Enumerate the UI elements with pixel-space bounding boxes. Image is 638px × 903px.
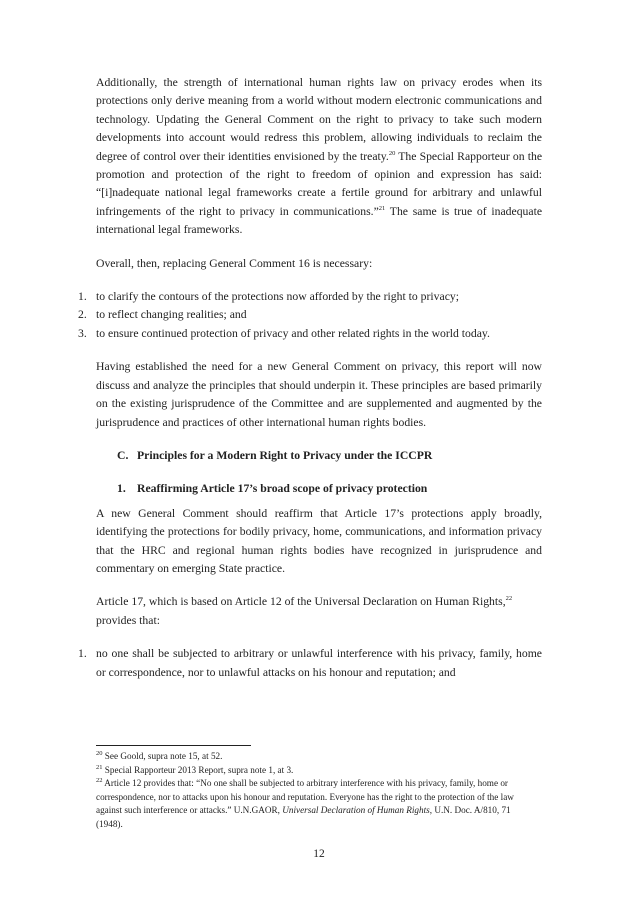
page-number: 12	[313, 848, 325, 860]
footnotes	[96, 750, 516, 832]
list-item: 3. to ensure continued protection of privacy and other related rights in the world today.	[78, 326, 490, 340]
list-item: 1. no one shall be subjected to arbitrary or unlawful interference with his privacy, family, home or correspondence, nor to unlawful attacks on his honour and reputation; and	[78, 647, 542, 679]
paragraph-4: A new General Comment should reaffirm that Article 17’s protections apply broadly, identifying the protections for bodily privacy, home, communications, and information privacy that the HRC and regional human rights bodies have recognized in jurisprudence and commentary on emerging State practice.	[96, 506, 542, 575]
footnote-22: $^{22}$ Article 12 provides that: “No one shall be subjected to arbitrary interference with his privacy, family, home or correspondence, nor to attacks upon his honour and reputation. Everyone has the right to the protection of the law against such interference or attacks.” U.N.GAOR, Universal Declaration of Human Rights, U.N. Doc. A/810, 71 (1948).	[96, 777, 514, 829]
section-heading-c: C. Principles for a Modern Right to Privacy under the ICCPR	[117, 448, 433, 462]
section-heading-1: 1. Reaffirming Article 17’s broad scope of privacy protection	[117, 482, 428, 496]
footnote-separator	[96, 745, 251, 746]
footnote-ref-21[interactable]: 21	[378, 204, 386, 212]
footnote-ref-22[interactable]: 22	[505, 595, 513, 603]
list-item: 1. to clarify the contours of the protections now afforded by the right to privacy;	[78, 290, 459, 304]
paragraph-3: Having established the need for a new General Comment on privacy, this report will now discuss and analyze the principles that should underpin it. These principles are based primarily on the existing jurisprudence of the Committee and are supplemented and augmented by the jurisprudence and practices of other international human rights bodies.	[96, 360, 542, 429]
body-text	[78, 74, 543, 682]
paragraph-1: Additionally, the strength of international human rights law on privacy erodes when its protections only derive meaning from a world without modern electronic communications and technology. Updating the General Comment on the right to privacy to take such modern developments into account would redress this problem, allowing individuals to reclaim the degree of control over their identities envisioned by the treaty.$^{20}$ The Special Rapporteur on the promotion and protection of the right to freedom of opinion and expression has said: “[i]nadequate national legal frameworks create a fertile ground for arbitrary and unlawful infringements of the right to privacy in communications.”$^{21}$ The same is true of inadequate international legal frameworks.	[96, 76, 543, 237]
reasons-list	[78, 288, 542, 343]
footnote-21: $^{21}$ Special Rapporteur 2013 Report, supra note 1, at 3.	[96, 763, 294, 775]
footnote-20: $^{20}$ See Goold, supra note 15, at 52.	[96, 749, 223, 761]
article-17-list	[78, 645, 542, 682]
paragraph-5: Article 17, which is based on Article 12 of the Universal Declaration on Human Rights,$^{22}$ provides that:	[96, 595, 513, 627]
paragraph-2: Overall, then, replacing General Comment 16 is necessary:	[96, 256, 373, 270]
footnote-ref-20[interactable]: 20	[388, 149, 396, 157]
list-item: 2. to reflect changing realities; and	[78, 308, 247, 322]
